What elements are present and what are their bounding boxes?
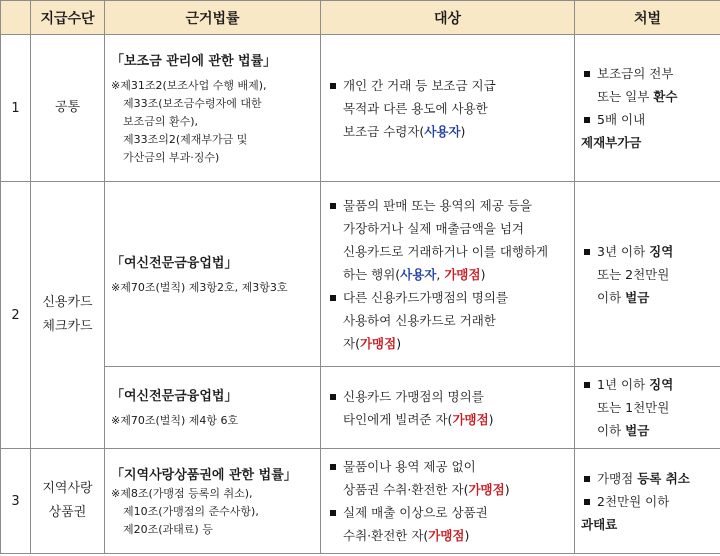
target-line bbox=[327, 332, 568, 355]
target-text: 가장하거나 실제 매출금액을 넘겨 bbox=[343, 220, 524, 236]
target-line bbox=[327, 408, 568, 431]
target-text: 신용카드 가맹점의 명의를 bbox=[343, 388, 484, 404]
penalty-text: 1년 이하 bbox=[597, 377, 650, 392]
table-row bbox=[1, 182, 720, 367]
penalty-emphasis: 과태료 bbox=[581, 516, 618, 532]
header-number bbox=[1, 1, 31, 35]
law-cell bbox=[105, 449, 321, 554]
row-number: 2 bbox=[1, 182, 31, 449]
target-text: ) bbox=[396, 335, 402, 351]
penalty-text: 이하 bbox=[597, 423, 626, 438]
target-text: 다른 신용카드가맹점의 명의를 bbox=[343, 289, 508, 305]
target-text: , bbox=[436, 266, 445, 282]
payment-means bbox=[31, 449, 105, 554]
means-label: 공통 bbox=[54, 100, 81, 115]
target-text: 자( bbox=[343, 335, 360, 351]
law-article: 제20조(과태료) 등 bbox=[123, 522, 213, 536]
penalty-emphasis: 제재부가금 bbox=[581, 135, 642, 150]
table-row bbox=[1, 449, 720, 554]
role-user: 사용자 bbox=[400, 266, 437, 282]
penalty-line bbox=[581, 419, 714, 442]
penalty-item bbox=[581, 108, 714, 131]
target-text: 목적과 다른 용도에 사용한 bbox=[343, 100, 488, 116]
target-cell bbox=[321, 35, 575, 182]
target-text: 타인에게 빌려준 자( bbox=[343, 411, 453, 427]
means-label: 신용카드 bbox=[42, 295, 93, 310]
penalty-cell bbox=[575, 182, 720, 367]
penalty-emphasis: 환수 bbox=[653, 89, 678, 104]
law-title: 「지역사랑상품권에 관한 법률」 bbox=[111, 467, 297, 483]
penalty-cell bbox=[575, 367, 720, 449]
header-row bbox=[1, 1, 720, 35]
penalty-text: 또는 일부 bbox=[597, 89, 654, 104]
law-article: 가산금의 부과·징수) bbox=[123, 150, 220, 164]
target-text: 물품의 판매 또는 용역의 제공 등을 bbox=[343, 197, 532, 213]
penalty-cell bbox=[575, 449, 720, 554]
target-item bbox=[327, 286, 568, 309]
target-line bbox=[327, 478, 568, 501]
table-row bbox=[1, 367, 720, 449]
target-text: 개인 간 거래 등 보조금 지급 bbox=[343, 77, 496, 93]
law-article: ※제8조(가맹점 등록의 취소), bbox=[111, 486, 253, 500]
header-means: 지급수단 bbox=[31, 1, 105, 35]
law-title: 「보조금 관리에 관한 법률」 bbox=[111, 53, 277, 69]
penalty-item bbox=[581, 467, 714, 490]
law-cell bbox=[105, 35, 321, 182]
means-label: 지역사랑 bbox=[42, 481, 93, 496]
row-number: 3 bbox=[1, 449, 31, 554]
target-item bbox=[327, 194, 568, 217]
role-merchant: 가맹점 bbox=[452, 411, 489, 427]
penalty-emphasis: 등록 취소 bbox=[637, 470, 690, 486]
target-line bbox=[327, 120, 568, 143]
payment-means bbox=[31, 182, 105, 449]
penalty-item bbox=[581, 240, 714, 263]
means-label: 체크카드 bbox=[42, 319, 93, 334]
penalty-item bbox=[581, 490, 714, 513]
target-cell bbox=[321, 367, 575, 449]
law-article: 제33조의2(제재부가금 및 bbox=[123, 132, 248, 146]
law-article: ※제70조(벌칙) 제3항2호, 제3항3호 bbox=[111, 280, 288, 294]
target-text: 하는 행위( bbox=[343, 266, 401, 282]
penalty-text: 가맹점 bbox=[597, 470, 638, 486]
target-text: 물품이나 용역 제공 없이 bbox=[343, 459, 476, 474]
penalty-item bbox=[581, 373, 714, 396]
means-label: 상품권 bbox=[48, 505, 87, 520]
target-line bbox=[327, 524, 568, 547]
role-merchant: 가맹점 bbox=[468, 482, 505, 497]
target-text: 신용카드로 거래하거나 이를 대행하게 bbox=[343, 243, 549, 259]
target-item bbox=[327, 74, 568, 97]
penalty-text: 또는 2천만원 bbox=[597, 266, 670, 282]
law-title: 「여신전문금융업법」 bbox=[111, 389, 238, 404]
role-merchant: 가맹점 bbox=[428, 528, 465, 543]
target-item bbox=[327, 501, 568, 524]
penalty-item bbox=[581, 62, 714, 85]
law-article: 보조금의 환수), bbox=[123, 114, 199, 128]
law-cell bbox=[105, 182, 321, 367]
role-merchant: 가맹점 bbox=[444, 266, 481, 282]
penalty-text: 이하 bbox=[597, 289, 626, 305]
target-text: 수취·환전한 자( bbox=[343, 528, 429, 543]
target-item bbox=[327, 455, 568, 478]
target-text: ) bbox=[504, 482, 510, 497]
header-law: 근거법률 bbox=[105, 1, 321, 35]
penalty-line bbox=[581, 286, 714, 309]
penalty-text: 보조금의 전부 bbox=[597, 66, 674, 81]
law-title: 「여신전문금융업법」 bbox=[111, 255, 238, 271]
target-text: 사용하여 신용카드로 거래한 bbox=[343, 312, 496, 328]
payment-means bbox=[31, 35, 105, 182]
law-article: 제33조(보조금수령자에 대한 bbox=[123, 96, 262, 110]
penalty-text: 3년 이하 bbox=[597, 243, 650, 259]
penalty-cell bbox=[575, 35, 720, 182]
law-article: 제10조(가맹점의 준수사항), bbox=[123, 504, 259, 518]
header-penalty: 처벌 bbox=[575, 1, 720, 35]
role-user: 사용자 bbox=[424, 123, 461, 139]
penalty-text: 2천만원 이하 bbox=[597, 493, 670, 509]
penalty-emphasis: 징역 bbox=[649, 243, 674, 259]
target-text: ) bbox=[480, 266, 486, 282]
penalty-text: 또는 1천만원 bbox=[597, 400, 670, 415]
target-text: ) bbox=[460, 123, 466, 139]
target-text: ) bbox=[464, 528, 470, 543]
law-article: ※제70조(벌칙) 제4항 6호 bbox=[111, 414, 239, 427]
penalty-emphasis: 징역 bbox=[649, 377, 674, 392]
target-line bbox=[327, 263, 568, 286]
target-cell bbox=[321, 182, 575, 367]
penalty-text: 5배 이내 bbox=[597, 112, 646, 127]
target-text: ) bbox=[488, 411, 494, 427]
role-merchant: 가맹점 bbox=[359, 335, 397, 351]
table-row bbox=[1, 35, 720, 182]
penalty-line bbox=[581, 85, 714, 108]
header-target: 대상 bbox=[321, 1, 575, 35]
penalty-emphasis: 벌금 bbox=[625, 423, 650, 438]
target-item bbox=[327, 385, 568, 408]
law-article: ※제31조2(보조사업 수행 배제), bbox=[111, 78, 267, 92]
target-text: 보조금 수령자( bbox=[343, 123, 425, 139]
law-cell bbox=[105, 367, 321, 449]
target-text: 실제 매출 이상으로 상품권 bbox=[343, 505, 488, 520]
target-cell bbox=[321, 449, 575, 554]
row-number: 1 bbox=[1, 35, 31, 182]
penalty-emphasis: 벌금 bbox=[625, 289, 650, 305]
target-text: 상품권 수취·환전한 자( bbox=[343, 482, 469, 497]
